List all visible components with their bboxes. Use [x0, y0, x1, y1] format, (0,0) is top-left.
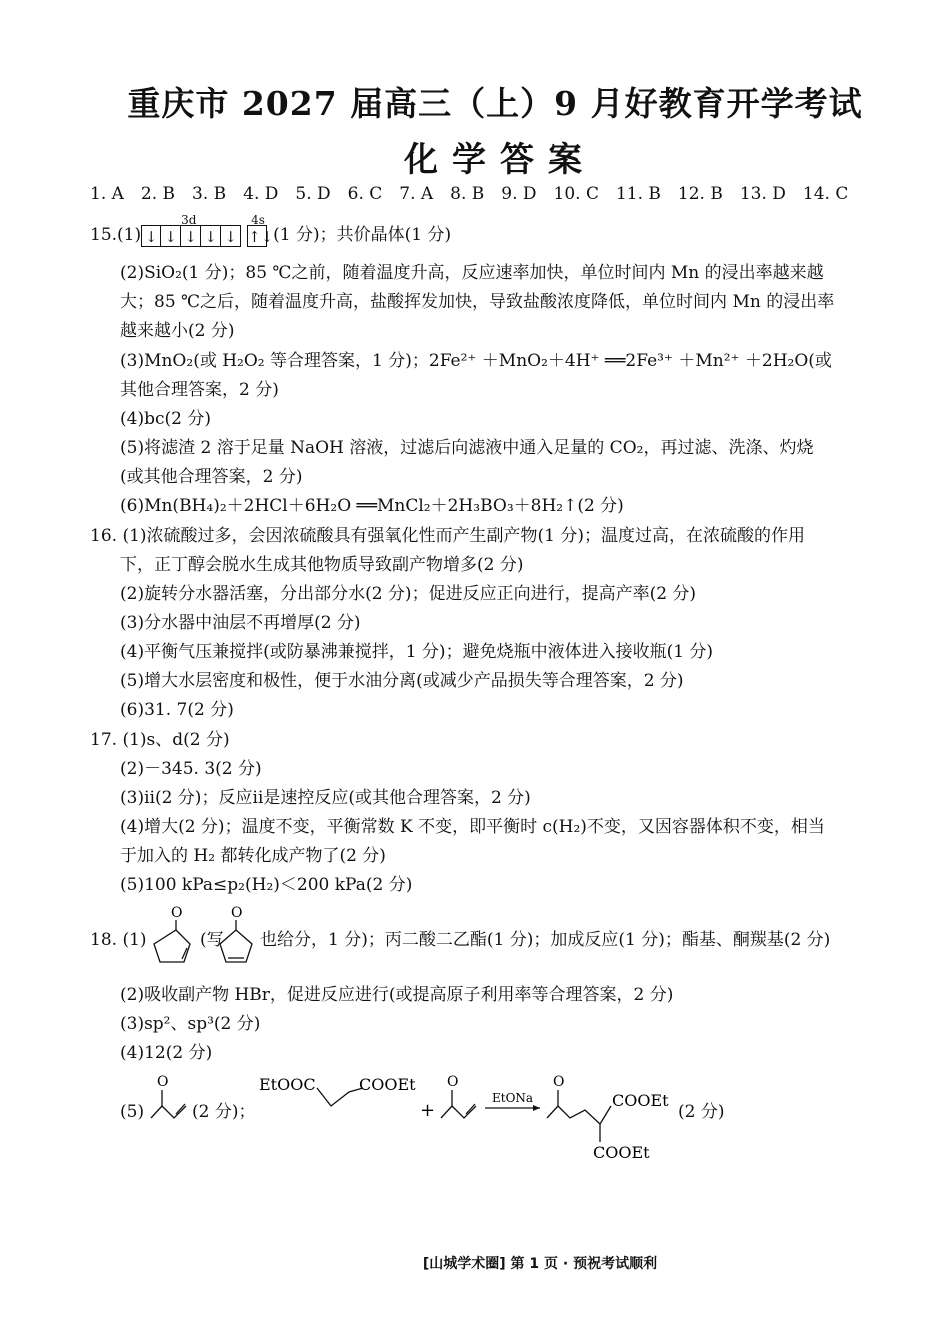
- product-cooet-top-label: COOEt: [612, 1091, 669, 1110]
- q15-part2-line1: (2)SiO₂(1 分)；85 ℃之前，随着温度升高，反应速率加快，单位时间内 Mn 的浸出率越来越: [120, 263, 824, 283]
- q17-part4-line2: 于加入的 H₂ 都转化成产物了(2 分): [120, 846, 386, 866]
- plus-sign: +: [420, 1100, 436, 1121]
- q15-p1-prefix: (1): [117, 225, 142, 245]
- q18-p1-a: 18. (1): [90, 930, 147, 950]
- mc-answers: 1. A 2. B 3. B 4. D 5. D 6. C 7. A 8. B 9. D 10. C 11. B 12. B 13. D 14. C: [90, 184, 849, 204]
- ketone-oxygen-label: O: [171, 905, 183, 921]
- q15-part5-line2: (或其他合理答案，2 分): [120, 467, 303, 487]
- q16-part1-line2: 下，正丁醇会脱水生成其他物质导致副产物增多(2 分): [120, 555, 524, 575]
- methyl-vinyl-ketone-structure: [148, 1070, 198, 1130]
- page-footer: [山城学术圈] 第 1 页 · 预祝考试顺利: [422, 1256, 658, 1272]
- orbital-box: ↑↓: [247, 225, 267, 247]
- q16-part4: (4)平衡气压兼搅拌(或防暴沸兼搅拌，1 分)；避免烧瓶中液体进入接收瓶(1 分): [120, 642, 714, 662]
- orbital-4s-label: 4s: [251, 213, 265, 227]
- ketone-oxygen-label: O: [231, 905, 243, 921]
- q18-p5-a: (5): [120, 1102, 145, 1122]
- q17-part1: 17. (1)s、d(2 分): [90, 730, 230, 750]
- q16-part2: (2)旋转分水器活塞，分出部分水(2 分)；促进反应正向进行，提高产率(2 分): [120, 584, 697, 604]
- q18-p5-b: (2 分)；: [192, 1102, 256, 1122]
- q15-part2-line3: 越来越小(2 分): [120, 321, 235, 341]
- orbital-3d-label: 3d: [181, 213, 197, 227]
- q17-part3: (3)ⅱ(2 分)；反应ⅱ是速控反应(或其他合理答案，2 分): [120, 788, 531, 808]
- cyclopentenone-structure-2: [212, 900, 264, 970]
- q16-part5: (5)增大水层密度和极性，便于水油分离(或减少产品损失等合理答案，2 分): [120, 671, 684, 691]
- q15-part2-line2: 大；85 ℃之后，随着温度升高，盐酸挥发加快，导致盐酸浓度降低，单位时间内 Mn 的浸出率: [120, 292, 835, 312]
- orbital-box: ↓: [161, 225, 181, 247]
- q16-part6: (6)31. 7(2 分): [120, 700, 234, 720]
- q15-part3-line1: (3)MnO₂(或 H₂O₂ 等合理答案，1 分)；2Fe²⁺ ＋MnO₂＋4H⁺ ══2Fe³⁺ ＋Mn²⁺ ＋2H₂O(或: [120, 351, 832, 371]
- q15-number: 15.: [90, 225, 118, 245]
- q15-part6: (6)Mn(BH₄)₂＋2HCl＋6H₂O ══MnCl₂＋2H₃BO₃＋8H₂↑(2 分): [120, 496, 624, 516]
- q16-part1-line1: 16. (1)浓硫酸过多，会因浓硫酸具有强氧化性而产生副产物(1 分)；温度过高，在浓硫酸的作用: [90, 526, 806, 546]
- q15-part4: (4)bc(2 分): [120, 409, 211, 429]
- orbital-3d: [141, 213, 241, 247]
- q18-p1-c: 也给分，1 分)；丙二酸二乙酯(1 分)；加成反应(1 分)；酯基、酮羰基(2 分): [260, 930, 831, 950]
- q17-part5: (5)100 kPa≤p₂(H₂)＜200 kPa(2 分): [120, 875, 413, 895]
- q15-part3-line2: 其他合理答案，2 分): [120, 380, 279, 400]
- q15-part5-line1: (5)将滤渣 2 溶于足量 NaOH 溶液，过滤后向滤液中通入足量的 CO₂，再过滤、洗涤、灼烧: [120, 438, 814, 458]
- reagent-left-label: EtOOC: [259, 1075, 316, 1094]
- q17-part2: (2)－345. 3(2 分): [120, 759, 262, 779]
- ketone-oxygen-label: O: [447, 1074, 459, 1090]
- q15-p1-suffix: (1 分)；共价晶体(1 分): [273, 225, 452, 245]
- q18-p5-score: (2 分): [678, 1102, 725, 1122]
- q17-part4-line1: (4)增大(2 分)；温度不变，平衡常数 K 不变，即平衡时 c(H₂)不变，又因容器体积不变，相当: [120, 817, 825, 837]
- catalyst-label: EtONa: [492, 1091, 534, 1105]
- product-cooet-bottom-label: COOEt: [593, 1143, 650, 1162]
- cyclopentenone-structure-1: [138, 900, 198, 970]
- q15-part1: [90, 213, 452, 247]
- q16-part3: (3)分水器中油层不再增厚(2 分): [120, 613, 361, 633]
- ketone-oxygen-label: O: [553, 1074, 565, 1090]
- page-title: 重庆市 2027 届高三（上）9 月好教育开学考试: [127, 84, 863, 123]
- orbital-box: ↓: [141, 225, 161, 247]
- q18-part4: (4)12(2 分): [120, 1043, 213, 1063]
- q18-part2: (2)吸收副产物 HBr，促进反应进行(或提高原子利用率等合理答案，2 分): [120, 985, 674, 1005]
- orbital-box: ↓: [201, 225, 221, 247]
- reagent-right-label: COOEt: [359, 1075, 416, 1094]
- orbital-box: ↓: [181, 225, 201, 247]
- q18-p1-b: (写: [200, 930, 224, 950]
- reaction-scheme: [255, 1066, 725, 1166]
- orbital-4s: [247, 213, 274, 247]
- page-subtitle: 化学答案: [404, 140, 596, 180]
- q18-part3: (3)sp²、sp³(2 分): [120, 1014, 261, 1034]
- ketone-oxygen-label: O: [157, 1074, 169, 1090]
- orbital-box: ↓: [221, 225, 241, 247]
